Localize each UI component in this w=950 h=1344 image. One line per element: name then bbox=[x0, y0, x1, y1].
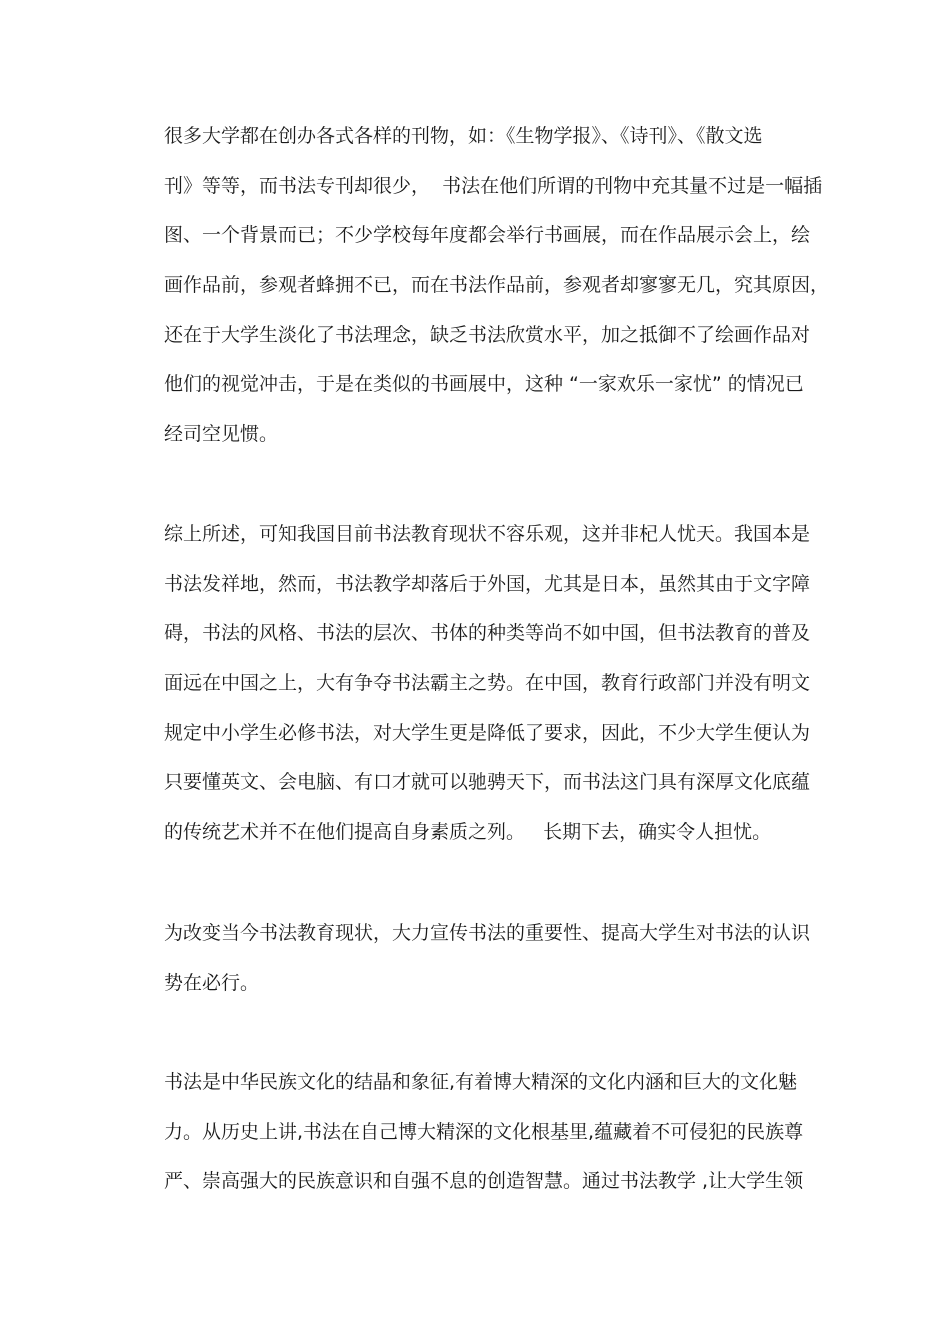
text-line: 碍，书法的风格、书法的层次、书体的种类等尚不如中国，但书法教育的普及 bbox=[164, 622, 811, 645]
paragraph-call-to-action bbox=[164, 909, 814, 1008]
text-line: 经司空见惯。 bbox=[164, 423, 279, 446]
text-line: 力。从历史上讲,书法在自己博大精深的文化根基里,蕴藏着不可侵犯的民族尊 bbox=[164, 1120, 804, 1143]
text-line: 书法是中华民族文化的结晶和象征,有着博大精深的文化内涵和巨大的文化魅 bbox=[164, 1071, 798, 1093]
paragraph-calligraphy-culture bbox=[164, 1058, 814, 1207]
text-line: 面远在中国之上，大有争夺书法霸主之势。在中国，教育行政部门并没有明文 bbox=[164, 672, 811, 695]
paragraph-campus-publications bbox=[164, 112, 830, 460]
text-line: 书法发祥地，然而，书法教学却落后于外国，尤其是日本，虽然其由于文字障 bbox=[164, 572, 811, 595]
text-line: 还在于大学生淡化了书法理念，缺乏书法欣赏水平，加之抵御不了绘画作品对 bbox=[164, 323, 811, 346]
text-line: 综上所述，可知我国目前书法教育现状不容乐观，这并非杞人忧天。我国本是 bbox=[164, 523, 811, 545]
text-line: 严、崇高强大的民族意识和自强不息的创造智慧。通过书法教学 ,让大学生领 bbox=[164, 1170, 804, 1193]
text-line: 规定中小学生必修书法，对大学生更是降低了要求，因此，不少大学生便认为 bbox=[164, 721, 811, 744]
text-line: 画作品前，参观者蜂拥不已，而在书法作品前，参观者却寥寥无几，究其原因， bbox=[164, 274, 830, 297]
text-line: 刊》等等，而书法专刊却很少， 书法在他们所谓的刊物中充其量不过是一幅插 bbox=[164, 174, 823, 197]
text-line: 只要懂英文、会电脑、有口才就可以驰骋天下，而书法这门具有深厚文化底蕴 bbox=[164, 771, 811, 794]
text-line: 的传统艺术并不在他们提高自身素质之列。 长期下去，确实令人担忧。 bbox=[164, 821, 772, 844]
text-line: 很多大学都在创办各式各样的刊物，如：《生物学报》、《诗刊》、《散文选 bbox=[164, 125, 763, 147]
paragraph-education-status bbox=[164, 510, 814, 858]
text-line: 图、一个背景而已；不少学校每年度都会举行书画展，而在作品展示会上，绘 bbox=[164, 224, 811, 247]
text-line: 为改变当今书法教育现状，大力宣传书法的重要性、提高大学生对书法的认识 bbox=[164, 922, 811, 944]
text-line: 势在必行。 bbox=[164, 971, 260, 994]
text-line: 他们的视觉冲击，于是在类似的书画展中，这种 “一家欢乐一家忧” 的情况已 bbox=[164, 373, 804, 396]
